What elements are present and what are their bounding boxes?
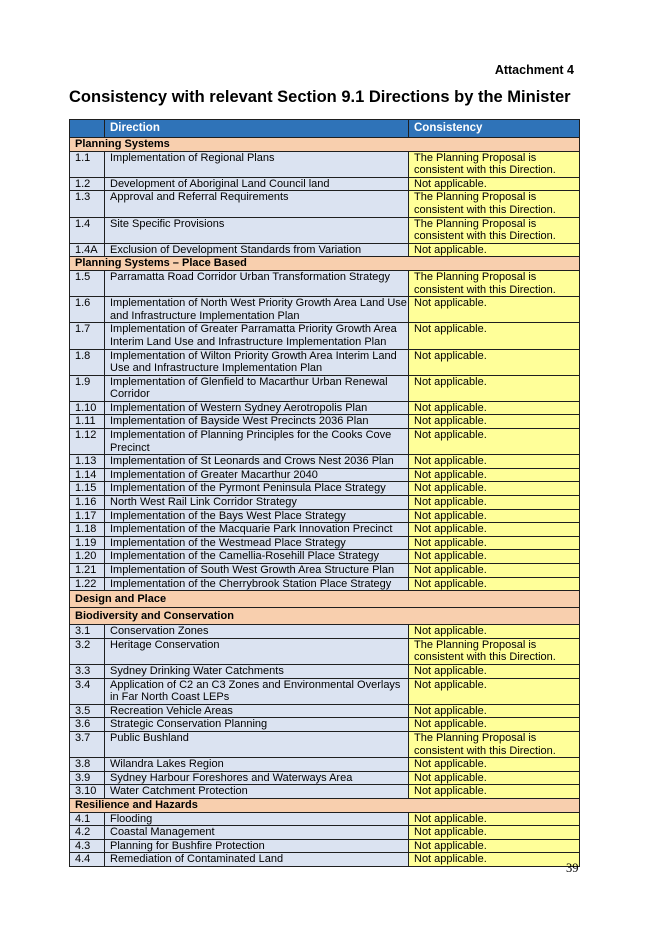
- consistency-value: Not applicable.: [409, 415, 580, 429]
- table-row: [70, 270, 580, 296]
- direction-name: Strategic Conservation Planning: [105, 718, 409, 732]
- direction-number: 1.22: [70, 577, 105, 591]
- table-row: [70, 678, 580, 704]
- direction-number: 1.20: [70, 550, 105, 564]
- consistency-value: Not applicable.: [409, 826, 580, 840]
- direction-name: Implementation of Wilton Priority Growth Area Interim Land Use and Infrastructure Implementation Plan: [105, 349, 409, 375]
- direction-name: Approval and Referral Requirements: [105, 191, 409, 217]
- table-row: [70, 217, 580, 243]
- direction-name: Flooding: [105, 812, 409, 826]
- consistency-value: Not applicable.: [409, 468, 580, 482]
- consistency-value: Not applicable.: [409, 758, 580, 772]
- consistency-value: Not applicable.: [409, 625, 580, 639]
- table-row: [70, 401, 580, 415]
- direction-name: Implementation of South West Growth Area Structure Plan: [105, 564, 409, 578]
- table-row: [70, 704, 580, 718]
- direction-number: 1.12: [70, 429, 105, 455]
- consistency-value: The Planning Proposal is consistent with this Direction.: [409, 638, 580, 664]
- direction-number: 3.1: [70, 625, 105, 639]
- direction-name: Development of Aboriginal Land Council land: [105, 177, 409, 191]
- table-row: [70, 191, 580, 217]
- direction-name: Implementation of the Bays West Place Strategy: [105, 509, 409, 523]
- direction-name: Parramatta Road Corridor Urban Transformation Strategy: [105, 270, 409, 296]
- consistency-value: Not applicable.: [409, 496, 580, 510]
- consistency-value: Not applicable.: [409, 839, 580, 853]
- table-row: [70, 564, 580, 578]
- section-header-row: [70, 608, 580, 625]
- consistency-value: Not applicable.: [409, 297, 580, 323]
- consistency-value: Not applicable.: [409, 429, 580, 455]
- direction-number: 1.3: [70, 191, 105, 217]
- direction-number: 3.9: [70, 771, 105, 785]
- direction-name: Implementation of Western Sydney Aerotropolis Plan: [105, 401, 409, 415]
- consistency-value: Not applicable.: [409, 577, 580, 591]
- direction-name: Implementation of St Leonards and Crows Nest 2036 Plan: [105, 455, 409, 469]
- table-row: [70, 812, 580, 826]
- header-consistency: Consistency: [409, 120, 580, 138]
- table-row: [70, 482, 580, 496]
- table-row: [70, 468, 580, 482]
- consistency-value: Not applicable.: [409, 704, 580, 718]
- consistency-value: Not applicable.: [409, 455, 580, 469]
- direction-name: Implementation of North West Priority Growth Area Land Use and Infrastructure Implementation Plan: [105, 297, 409, 323]
- direction-number: 1.21: [70, 564, 105, 578]
- direction-number: 4.2: [70, 826, 105, 840]
- direction-name: Recreation Vehicle Areas: [105, 704, 409, 718]
- direction-number: 1.1: [70, 151, 105, 177]
- table-row: [70, 718, 580, 732]
- table-row: [70, 625, 580, 639]
- direction-name: Exclusion of Development Standards from Variation: [105, 243, 409, 257]
- direction-name: Implementation of Greater Parramatta Priority Growth Area Interim Land Use and Infrastructure Implementation Plan: [105, 323, 409, 349]
- consistency-value: Not applicable.: [409, 401, 580, 415]
- consistency-value: Not applicable.: [409, 323, 580, 349]
- section-title: Resilience and Hazards: [70, 798, 580, 812]
- consistency-value: The Planning Proposal is consistent with this Direction.: [409, 151, 580, 177]
- section-header-row: [70, 591, 580, 608]
- consistency-value: Not applicable.: [409, 349, 580, 375]
- table-row: [70, 323, 580, 349]
- consistency-value: The Planning Proposal is consistent with this Direction.: [409, 731, 580, 757]
- direction-number: 1.4A: [70, 243, 105, 257]
- direction-name: Planning for Bushfire Protection: [105, 839, 409, 853]
- table-row: [70, 853, 580, 867]
- direction-number: 1.19: [70, 536, 105, 550]
- consistency-value: The Planning Proposal is consistent with this Direction.: [409, 217, 580, 243]
- direction-name: Implementation of Bayside West Precincts 2036 Plan: [105, 415, 409, 429]
- direction-name: Implementation of Regional Plans: [105, 151, 409, 177]
- direction-name: Public Bushland: [105, 731, 409, 757]
- table-row: [70, 177, 580, 191]
- direction-number: 1.17: [70, 509, 105, 523]
- direction-number: 3.4: [70, 678, 105, 704]
- table-row: [70, 577, 580, 591]
- direction-name: Wilandra Lakes Region: [105, 758, 409, 772]
- direction-number: 1.8: [70, 349, 105, 375]
- direction-number: 4.3: [70, 839, 105, 853]
- table-row: [70, 731, 580, 757]
- consistency-value: Not applicable.: [409, 523, 580, 537]
- direction-number: 1.10: [70, 401, 105, 415]
- table-row: [70, 758, 580, 772]
- consistency-value: Not applicable.: [409, 482, 580, 496]
- page-number: 39: [566, 861, 579, 875]
- direction-number: 3.3: [70, 664, 105, 678]
- direction-name: Implementation of the Macquarie Park Innovation Precinct: [105, 523, 409, 537]
- direction-name: Application of C2 an C3 Zones and Environmental Overlays in Far North Coast LEPs: [105, 678, 409, 704]
- direction-name: Sydney Harbour Foreshores and Waterways Area: [105, 771, 409, 785]
- consistency-value: Not applicable.: [409, 177, 580, 191]
- direction-name: Site Specific Provisions: [105, 217, 409, 243]
- direction-number: 3.8: [70, 758, 105, 772]
- direction-name: Coastal Management: [105, 826, 409, 840]
- consistency-value: Not applicable.: [409, 375, 580, 401]
- direction-number: 1.6: [70, 297, 105, 323]
- direction-name: Implementation of the Cherrybrook Station Place Strategy: [105, 577, 409, 591]
- header-number: [70, 120, 105, 138]
- consistency-value: Not applicable.: [409, 243, 580, 257]
- direction-name: Implementation of Greater Macarthur 2040: [105, 468, 409, 482]
- direction-name: Heritage Conservation: [105, 638, 409, 664]
- table-row: [70, 550, 580, 564]
- table-row: [70, 536, 580, 550]
- section-header-row: [70, 798, 580, 812]
- direction-number: 1.5: [70, 270, 105, 296]
- table-row: [70, 664, 580, 678]
- consistency-value: Not applicable.: [409, 853, 580, 867]
- section-title: Biodiversity and Conservation: [70, 608, 580, 625]
- direction-name: Implementation of Planning Principles for the Cooks Cove Precinct: [105, 429, 409, 455]
- direction-number: 1.9: [70, 375, 105, 401]
- direction-number: 3.10: [70, 785, 105, 799]
- direction-number: 1.16: [70, 496, 105, 510]
- consistency-value: Not applicable.: [409, 785, 580, 799]
- direction-name: Implementation of Glenfield to Macarthur Urban Renewal Corridor: [105, 375, 409, 401]
- table-row: [70, 429, 580, 455]
- table-row: [70, 496, 580, 510]
- direction-number: 3.7: [70, 731, 105, 757]
- direction-number: 3.2: [70, 638, 105, 664]
- consistency-value: Not applicable.: [409, 536, 580, 550]
- direction-number: 1.11: [70, 415, 105, 429]
- section-title: Design and Place: [70, 591, 580, 608]
- table-row: [70, 297, 580, 323]
- attachment-label: Attachment 4: [494, 63, 574, 77]
- direction-name: Implementation of the Westmead Place Strategy: [105, 536, 409, 550]
- table-row: [70, 455, 580, 469]
- section-title: Planning Systems: [70, 138, 580, 152]
- section-header-row: [70, 257, 580, 271]
- direction-number: 4.1: [70, 812, 105, 826]
- table-row: [70, 349, 580, 375]
- consistency-value: Not applicable.: [409, 564, 580, 578]
- direction-name: Remediation of Contaminated Land: [105, 853, 409, 867]
- consistency-value: The Planning Proposal is consistent with this Direction.: [409, 270, 580, 296]
- direction-name: North West Rail Link Corridor Strategy: [105, 496, 409, 510]
- table-header-row: [70, 120, 580, 138]
- direction-name: Implementation of the Pyrmont Peninsula Place Strategy: [105, 482, 409, 496]
- table-row: [70, 826, 580, 840]
- header-direction: Direction: [105, 120, 409, 138]
- table-row: [70, 509, 580, 523]
- direction-number: 1.4: [70, 217, 105, 243]
- page-title: Consistency with relevant Section 9.1 Directions by the Minister: [69, 88, 571, 106]
- direction-number: 1.2: [70, 177, 105, 191]
- direction-number: 1.7: [70, 323, 105, 349]
- direction-number: 3.5: [70, 704, 105, 718]
- table-row: [70, 771, 580, 785]
- direction-name: Sydney Drinking Water Catchments: [105, 664, 409, 678]
- section-title: Planning Systems – Place Based: [70, 257, 580, 271]
- consistency-value: Not applicable.: [409, 718, 580, 732]
- consistency-value: Not applicable.: [409, 678, 580, 704]
- direction-number: 1.15: [70, 482, 105, 496]
- direction-number: 3.6: [70, 718, 105, 732]
- table-row: [70, 243, 580, 257]
- table-row: [70, 151, 580, 177]
- direction-name: Implementation of the Camellia-Rosehill Place Strategy: [105, 550, 409, 564]
- table-row: [70, 638, 580, 664]
- consistency-value: Not applicable.: [409, 509, 580, 523]
- consistency-value: Not applicable.: [409, 812, 580, 826]
- table-row: [70, 415, 580, 429]
- consistency-value: Not applicable.: [409, 771, 580, 785]
- table-row: [70, 375, 580, 401]
- directions-table: [69, 119, 580, 867]
- table-row: [70, 785, 580, 799]
- consistency-value: Not applicable.: [409, 550, 580, 564]
- direction-number: 4.4: [70, 853, 105, 867]
- direction-name: Water Catchment Protection: [105, 785, 409, 799]
- consistency-value: Not applicable.: [409, 664, 580, 678]
- direction-number: 1.18: [70, 523, 105, 537]
- table-row: [70, 839, 580, 853]
- section-header-row: [70, 138, 580, 152]
- direction-number: 1.13: [70, 455, 105, 469]
- direction-name: Conservation Zones: [105, 625, 409, 639]
- direction-number: 1.14: [70, 468, 105, 482]
- consistency-value: The Planning Proposal is consistent with this Direction.: [409, 191, 580, 217]
- table-row: [70, 523, 580, 537]
